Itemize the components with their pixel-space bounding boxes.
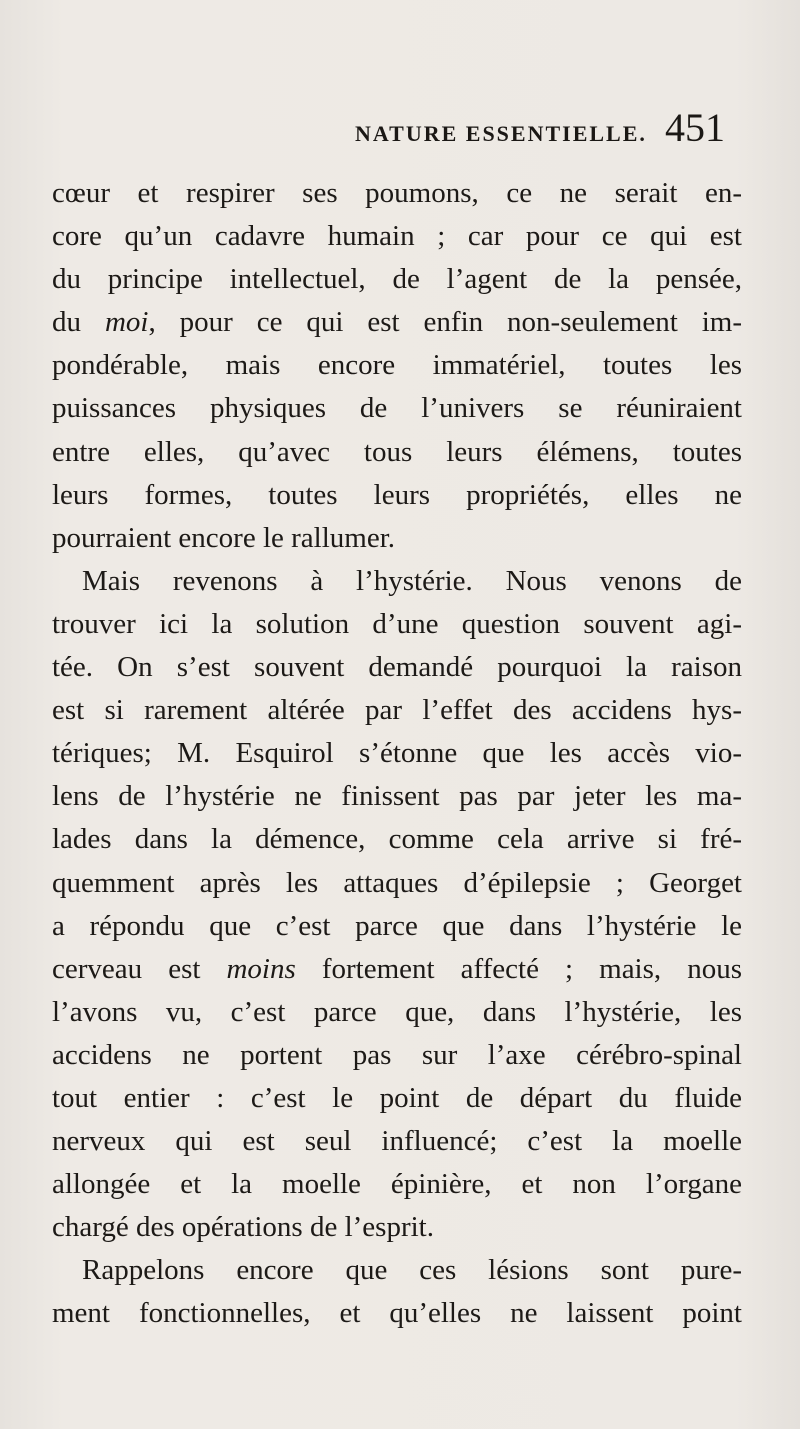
italic-word: moi xyxy=(104,306,149,339)
text-line: nerveux qui est seul influencé; c’est la moelle xyxy=(52,1125,742,1158)
text-line: tériques; M. Esquirol s’étonne que les accès vio- xyxy=(52,737,742,770)
text-run: du xyxy=(52,306,105,339)
text-line: est si rarement altérée par l’effet des accidens hys- xyxy=(52,694,742,727)
page-number: 451 xyxy=(665,105,725,150)
text-line: lades dans la démence, comme cela arrive si fré- xyxy=(52,823,742,856)
text-line: a répondu que c’est parce que dans l’hystérie le xyxy=(52,909,742,942)
text-line: trouver ici la solution d’une question souvent agi- xyxy=(52,607,742,640)
text-line: l’avons vu, c’est parce que, dans l’hystérie, les xyxy=(52,995,742,1028)
text-line: allongée et la moelle épinière, et non l’organe xyxy=(52,1168,742,1201)
text-line: Rappelons encore que ces lésions sont pure- xyxy=(82,1254,742,1287)
text-line: Mais revenons à l’hystérie. Nous venons de xyxy=(82,564,742,597)
running-title: NATURE ESSENTIELLE. xyxy=(355,121,647,146)
body-text xyxy=(52,172,742,1336)
text-line: pondérable, mais encore immatériel, toutes les xyxy=(52,349,742,382)
page-header xyxy=(250,105,725,170)
text-line: leurs formes, toutes leurs propriétés, elles ne xyxy=(52,478,742,511)
text-line: pourraient encore le rallumer. xyxy=(52,521,396,554)
text-line: ment fonctionnelles, et qu’elles ne laissent point xyxy=(52,1297,742,1330)
text-line xyxy=(52,948,742,991)
text-line: tée. On s’est souvent demandé pourquoi la raison xyxy=(52,651,742,684)
text-line: entre elles, qu’avec tous leurs élémens, toutes xyxy=(52,435,742,468)
text-line: lens de l’hystérie ne finissent pas par jeter les ma- xyxy=(52,780,742,813)
text-line: quemment après les attaques d’épilepsie ; Georget xyxy=(52,866,742,899)
text-line: chargé des opérations de l’esprit. xyxy=(52,1211,434,1244)
text-line: cœur et respirer ses poumons, ce ne serait en- xyxy=(52,177,742,209)
text-line xyxy=(52,301,742,344)
text-run: fortement affecté ; mais, nous xyxy=(295,952,742,985)
italic-word: moins xyxy=(226,952,296,985)
text-line: accidens ne portent pas sur l’axe cérébro-spinal xyxy=(52,1038,742,1071)
text-line: puissances physiques de l’univers se réuniraient xyxy=(52,392,742,425)
text-run: , pour ce qui est enfin non-seulement im- xyxy=(148,306,742,339)
text-run: cerveau est xyxy=(52,952,227,985)
text-line: tout entier : c’est le point de départ du fluide xyxy=(52,1081,742,1114)
text-line: du principe intellectuel, de l’agent de la pensée, xyxy=(52,263,742,296)
text-line: core qu’un cadavre humain ; car pour ce qui est xyxy=(52,220,742,253)
